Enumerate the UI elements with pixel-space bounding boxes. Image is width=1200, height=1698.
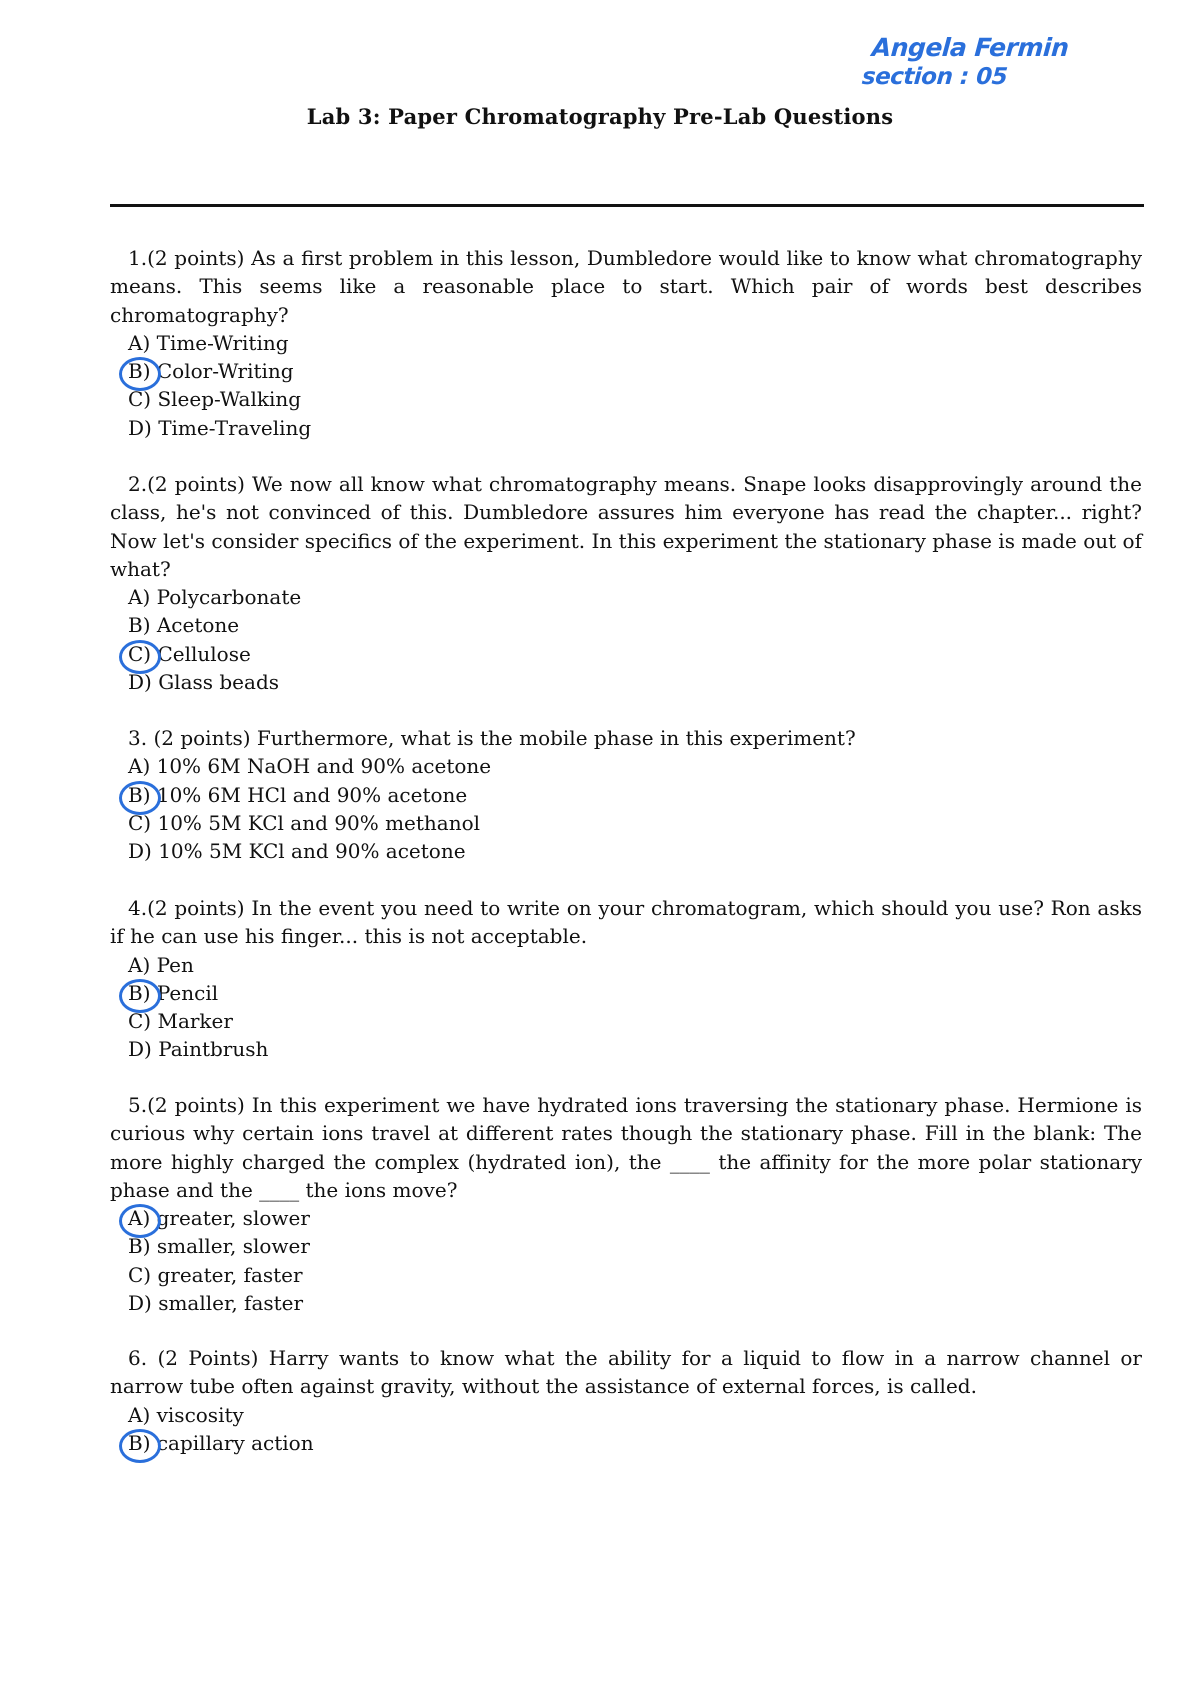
option-b: B) Acetone: [128, 613, 240, 638]
page-title: Lab 3: Paper Chromatography Pre-Lab Questions: [306, 104, 894, 129]
option-a: A) Polycarbonate: [128, 585, 302, 610]
option-b: [110, 1429, 1142, 1457]
handwritten-name: Angela Fermin: [870, 33, 1070, 62]
question-text: 1.(2 points) As a first problem in this lesson, Dumbledore would like to know what chromatography means. This seems like a reasonable place to start. Which pair of words best describes chromatography?: [110, 246, 1142, 327]
option-d: D) Glass beads: [128, 670, 280, 695]
question-text: 6. (2 Points) Harry wants to know what the ability for a liquid to flow in a narrow channel or narrow tube often against gravity, without the assistance of external forces, is called.: [110, 1346, 1142, 1399]
question-text: 5.(2 points) In this experiment we have hydrated ions traversing the stationary phase. Hermione is curious why certain ions travel at different rates though the stationary phase. Fill in the blank: The more highly charged the complex (hydrated ion), the ____ the affinity for the more polar stationary phase and the ____ the ions move?: [110, 1093, 1142, 1202]
option-b: [110, 357, 1142, 385]
answer-options: [110, 583, 1142, 696]
title-divider: [110, 204, 1144, 207]
answer-options: [110, 1401, 1142, 1458]
option-label: B) 10% 6M HCl and 90% acetone: [128, 782, 468, 807]
option-a: [110, 1204, 1142, 1232]
option-c: C) Sleep-Walking: [128, 387, 302, 412]
option-c: C) Marker: [128, 1009, 233, 1034]
handwritten-section: section : 05: [861, 64, 1009, 90]
option-c: [110, 640, 1142, 668]
option-c: C) 10% 5M KCl and 90% methanol: [128, 810, 481, 835]
option-label: B) Pencil: [128, 980, 219, 1005]
answer-options: [110, 752, 1142, 865]
option-label: A) greater, slower: [128, 1206, 310, 1231]
option-label: B) Color-Writing: [128, 359, 294, 384]
answer-options: [110, 329, 1142, 442]
answer-options: [110, 951, 1142, 1064]
question-6: [110, 1344, 1142, 1457]
question-4: [110, 894, 1142, 1064]
option-a: A) viscosity: [128, 1402, 244, 1427]
question-text: 2.(2 points) We now all know what chromatography means. Snape looks disapprovingly around the class, he's not convinced of this. Dumbledore assures him everyone has read the chapter... right? Now let's consider specifics of the experiment. In this experiment the stationary phase is made out of what?: [110, 472, 1142, 581]
option-b: [110, 979, 1142, 1007]
option-d: D) Time-Traveling: [128, 415, 312, 440]
question-text: 4.(2 points) In the event you need to write on your chromatogram, which should you use? Ron asks if he can use his finger... this is not acceptable.: [110, 896, 1142, 949]
option-a: A) Pen: [128, 952, 194, 977]
option-d: D) 10% 5M KCl and 90% acetone: [128, 839, 466, 864]
answer-options: [110, 1204, 1142, 1317]
question-3: [110, 724, 1142, 865]
option-label: B) capillary action: [128, 1430, 314, 1455]
option-a: A) Time-Writing: [128, 330, 289, 355]
option-c: C) greater, faster: [128, 1262, 303, 1287]
question-5: [110, 1091, 1142, 1317]
option-b: [110, 781, 1142, 809]
question-text: 3. (2 points) Furthermore, what is the mobile phase in this experiment?: [128, 726, 856, 750]
option-label: C) Cellulose: [128, 641, 251, 666]
option-d: D) smaller, faster: [128, 1291, 304, 1316]
option-b: B) smaller, slower: [128, 1234, 310, 1259]
option-d: D) Paintbrush: [128, 1037, 269, 1062]
question-1: [110, 244, 1142, 442]
question-2: [110, 470, 1142, 696]
option-a: A) 10% 6M NaOH and 90% acetone: [128, 754, 492, 779]
